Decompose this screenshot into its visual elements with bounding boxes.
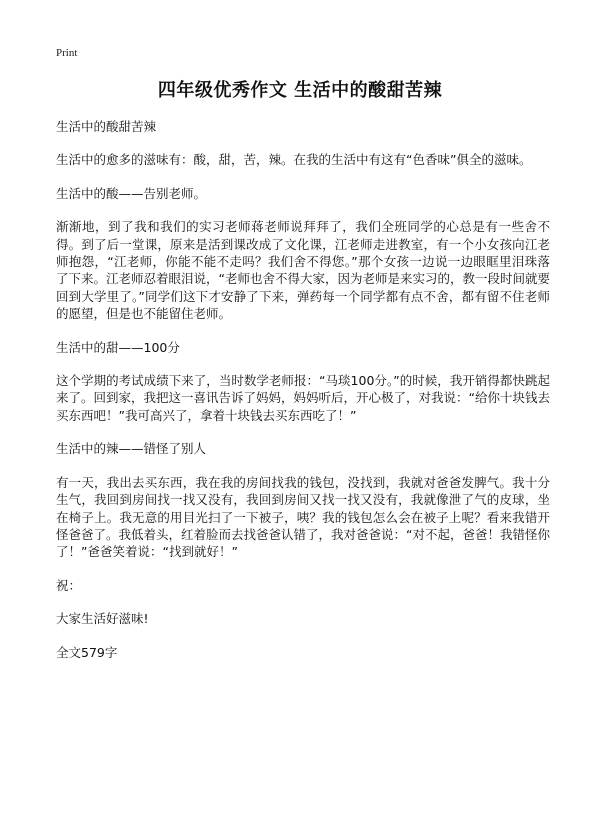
article-body [56, 118, 550, 677]
section-heading: 生活中的酸甜苦辣 [56, 119, 157, 134]
page-title: 四年级优秀作文 生活中的酸甜苦辣 [157, 80, 443, 101]
intro-paragraph: 生活中的愈多的滋味有：酸，甜，苦，辣。在我的生活中有这有“色香味”俱全的滋味。 [56, 152, 532, 168]
closing-salutation: 祝： [56, 577, 82, 593]
paragraph-sweet: 这个学期的考试成绩下来了，当时数学老师报：“马琰100分。”的时候，我开销得都快跳起来了。回到家，我把这一喜讯告诉了妈妈，妈妈听后，开心极了，对我说：“给你十块钱去买东西吧！”我可高兴了，拿着十块钱去买东西吃了！” [56, 373, 550, 423]
section-heading-spicy: 生活中的辣——错怪了别人 [56, 441, 207, 457]
closing-wish: 大家生活好滋味! [56, 611, 149, 627]
paragraph-sour: 渐渐地，到了我和我们的实习老师蒋老师说拜拜了，我们全班同学的心总是有一些舍不得。到了后一堂课，原来是活到课改成了文化课，江老师走进教室，有一个小女孩向江老师抱怨，“江老师，你能不能不走吗？我们舍不得您。”那个女孩一边说一边眼眶里泪珠落了下来。江老师忍着眼泪说，“老师也舍不得大家，因为老师是来实习的，教一段时间就要回到大学里了。”同学们这下才安静了下来，弹药每一个同学都有点不舍，都有留不住老师的愿望，但是也不能留住老师。 [56, 219, 550, 322]
paragraph-spicy: 有一天，我出去买东西，我在我的房间找我的钱包，没找到，我就对爸爸发脾气。我十分生气，我回到房间找一找又没有，我回到房间又找一找又没有，我就像泄了气的皮球，坐在椅子上。我无意的用目光扫了一下被子，咦？我的钱包怎么会在被子上呢？看来我错开怪爸爸了。我低着头，红着脸而去找爸爸认错了，我对爸爸说：“对不起，爸爸！我错怪你了！”爸爸笑着说：“找到就好！” [56, 474, 550, 560]
section-heading-sweet: 生活中的甜——100分 [56, 339, 180, 355]
section-heading-sour: 生活中的酸——告别老师。 [56, 185, 207, 201]
print-link[interactable]: Print [56, 47, 78, 59]
word-count: 全文579字 [56, 644, 118, 660]
